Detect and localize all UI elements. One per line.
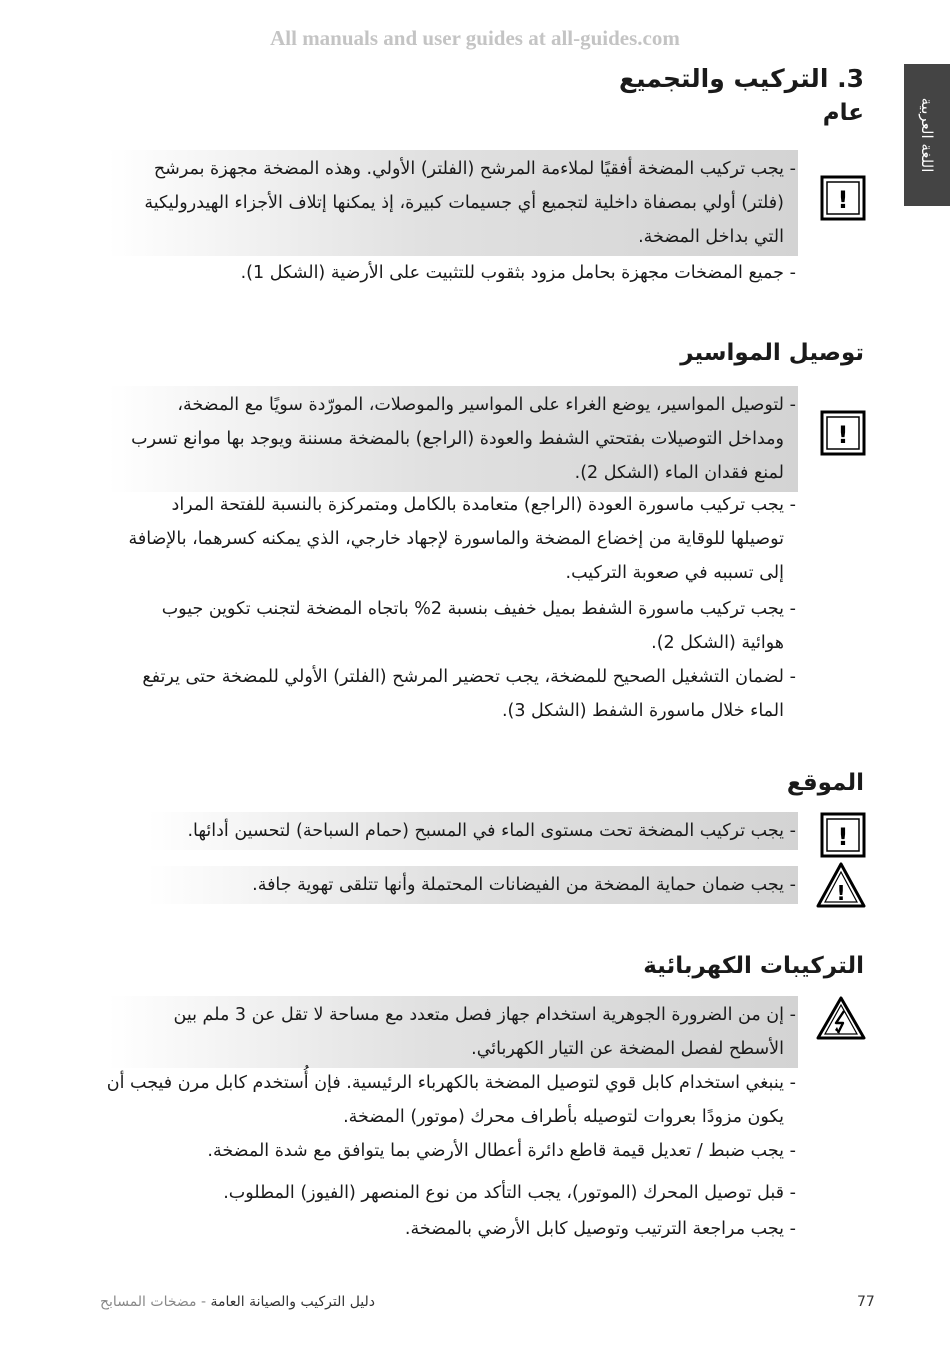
electrical-item-2: - ينبغي استخدام كابل قوي لتوصيل المضخة بالكهرباء الرئيسية. فإن أُستخدم كابل مرن فيجب أن يكون مزودًا بعروات لتوصيله بأطراف محرك (موتور) المضخة. — [106, 1073, 796, 1127]
piping-heading: توصيل المواسير — [680, 340, 864, 366]
electrical-item-5: - يجب مراجعة الترتيب وتوصيل كابل الأرضي بالمضخة. — [404, 1219, 796, 1239]
location-item-2: - يجب ضمان حماية المضخة من الفيضانات المحتملة وأنها تتلقى تهوية جافة. — [148, 866, 798, 904]
footer-title — [100, 1294, 375, 1310]
footer-separator: - — [196, 1294, 211, 1310]
exclamation-box-icon — [820, 175, 866, 221]
page-number: 77 — [857, 1294, 875, 1310]
watermark: All manuals and user guides at all-guides.com — [270, 26, 680, 50]
electrical-item-1: - إن من الضرورة الجوهرية استخدام جهاز فصل متعدد مع مساحة لا تقل عن 3 ملم بين الأسطح لفصل المضخة عن التيار الكهربائي. — [108, 996, 798, 1068]
location-heading: الموقع — [786, 770, 864, 796]
electrical-heading: التركيبات الكهربائية — [643, 953, 864, 979]
location-item-1: - يجب تركيب المضخة تحت مستوى الماء في المسبح (حمام السباحة) لتحسين أدائها. — [148, 812, 798, 850]
general-item-2: - جميع المضخات مجهزة بحامل مزود بثقوب للتثبيت على الأرضية (الشكل 1). — [240, 263, 796, 283]
electrical-item-3: - يجب ضبط / تعديل قيمة قاطع دائرة أعطال الأرضي بما يتوافق مع شدة المضخة. — [207, 1141, 796, 1161]
general-heading: عام — [822, 100, 864, 126]
piping-item-2: - يجب تركيب ماسورة العودة (الراجع) متعامدة بالكامل ومتمركزة بالنسبة للفتحة المراد توصيلها للوقاية من إخضاع المضخة والماسورة لإجهاد خارجي، الذي يمكنه كسرهما، بالإضافة إلى تسببه في صعوبة التركيب. — [128, 495, 796, 583]
svg-text:!: ! — [837, 421, 849, 449]
general-item-1: - يجب تركيب المضخة أفقيًا لملاءمة المرشح (الفلتر) الأولي. وهذه المضخة مجهزة بمرشح (فلتر) أولي بمصفاة داخلية لتجميع أي جسيمات كبيرة، إذ يمكنها إتلاف الأجزاء الهيدروليكية التي بداخل المضخة. — [108, 150, 798, 256]
svg-text:!: ! — [837, 186, 849, 214]
svg-text:!: ! — [836, 881, 846, 905]
language-side-tab — [904, 64, 950, 206]
electrical-item-4: - قبل توصيل المحرك (الموتور)، يجب التأكد من نوع المنصهر (الفيوز) المطلوب. — [223, 1183, 796, 1203]
language-side-tab-label: اللغة العربية — [918, 97, 936, 173]
footer-manual-title: دليل التركيب والصيانة العامة — [210, 1294, 376, 1310]
exclamation-box-icon — [820, 812, 866, 858]
electric-hazard-icon — [816, 996, 866, 1042]
svg-text:!: ! — [837, 823, 849, 851]
piping-item-4: - لضمان التشغيل الصحيح للمضخة، يجب تحضير المرشح (الفلتر) الأولي للمضخة حتى يرتفع الماء خلال ماسورة الشفط (الشكل 3). — [142, 667, 796, 721]
exclamation-box-icon — [820, 410, 866, 456]
piping-item-3: - يجب تركيب ماسورة الشفط بميل خفيف بنسبة 2% باتجاه المضخة لتجنب تكوين جيوب هوائية (الشكل 2). — [161, 599, 796, 653]
piping-item-1: - لتوصيل المواسير، يوضع الغراء على المواسير والموصلات، المورّدة سويًا مع المضخة، ومداخل التوصيلات بفتحتي الشفط والعودة (الراجع) بالمضخة مسننة ويوجد بها موانع تسرب لمنع فقدان الماء (الشكل 2). — [108, 386, 798, 492]
warning-triangle-icon — [816, 862, 866, 908]
footer-subtitle: مضخات المسابح — [100, 1294, 197, 1310]
section-title: 3. التركيب والتجميع — [619, 64, 864, 93]
